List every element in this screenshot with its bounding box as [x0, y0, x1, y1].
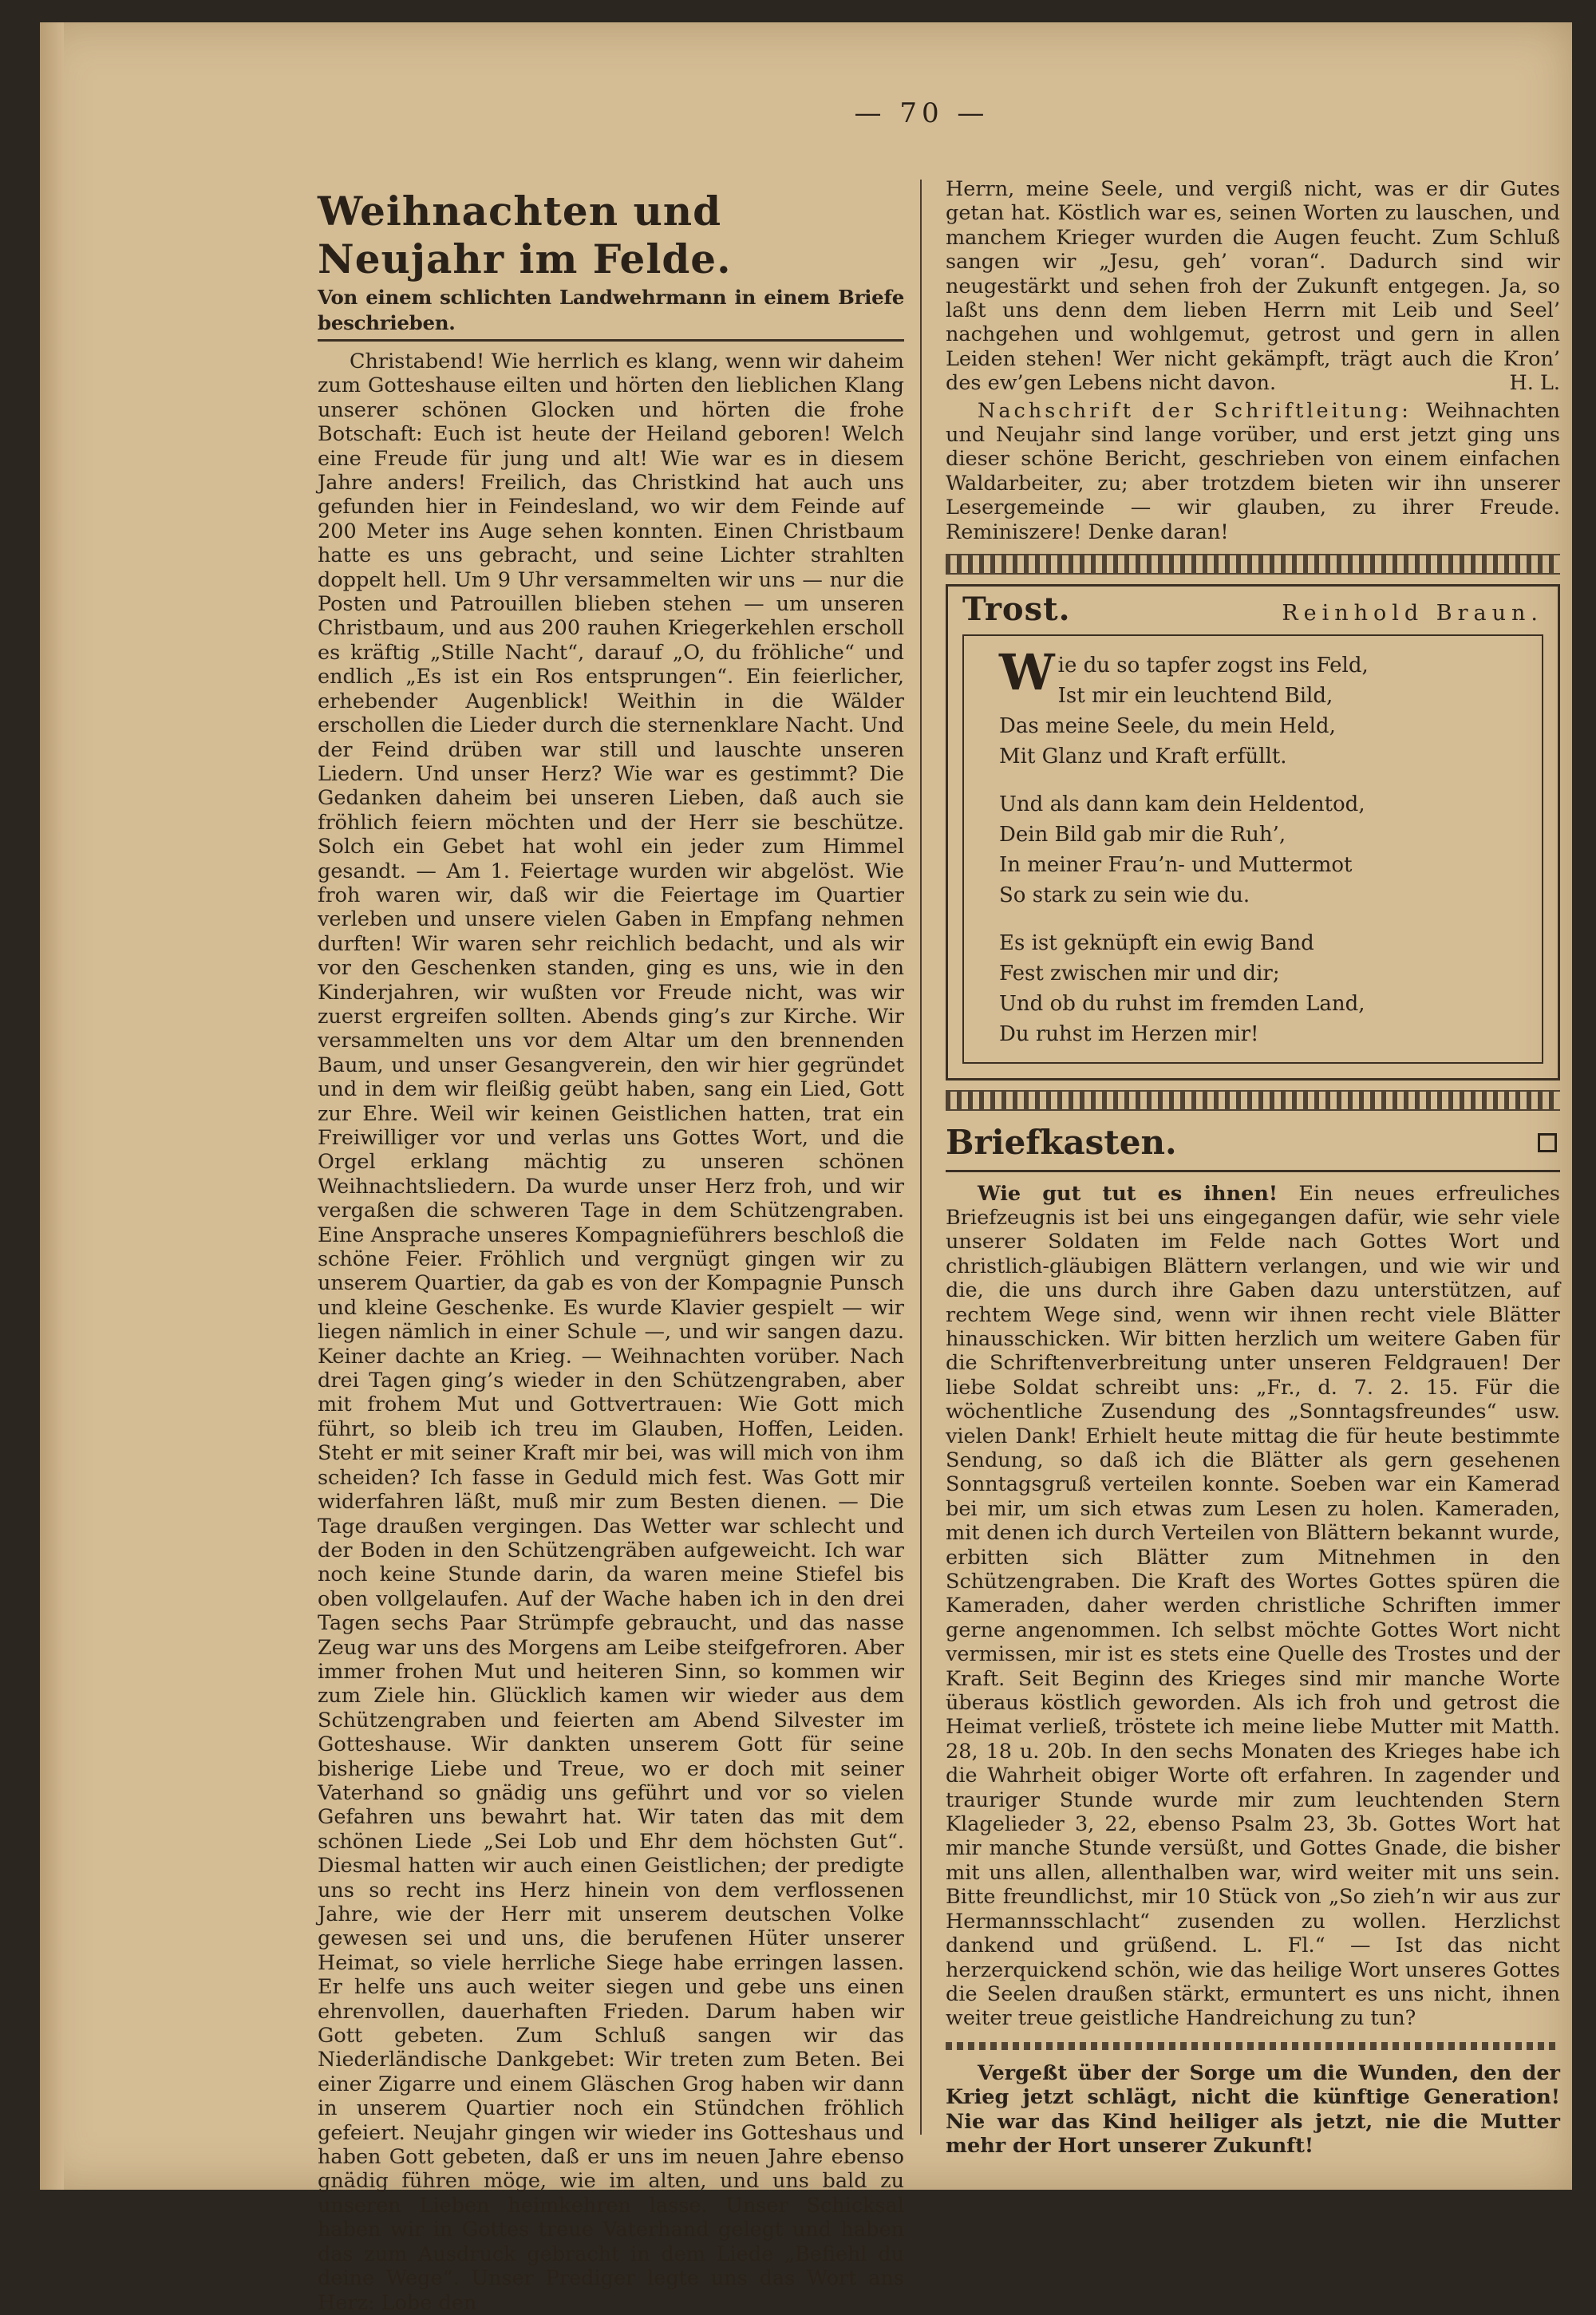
signature: H. L.: [1509, 371, 1560, 396]
briefkasten-title: Briefkasten.: [946, 1122, 1177, 1162]
poem-line: Ist mir ein leuchtend Bild,: [1057, 683, 1333, 708]
poem-line: Fest zwischen mir und dir;: [999, 961, 1280, 986]
briefkasten-rule: [946, 1170, 1560, 1172]
poem-line: Und als dann kam dein Heldentod,: [999, 792, 1365, 816]
ornament-divider: [946, 2042, 1560, 2050]
closing-statement: Vergeßt über der Sorge um die Wunden, den der Krieg jetzt schlägt, nicht die künftige Generation! Nie war das Kind heiliger als jetzt, nie die Mutter mehr der Hort unserer Zukunft!: [946, 2060, 1560, 2158]
briefkasten-body: [946, 1182, 1560, 2031]
article-body: Christabend! Wie herrlich es klang, wenn wir daheim zum Gotteshause eilten und hörten den lieblichen Klang unserer schönen Glocken und hörten die frohe Botschaft: Euch ist heute der Heiland geboren! Welch eine Freude für jung und alt! Wie war es in diesem Jahre anders! Freilich, das Christkind hat auch uns gefunden hier in Feindesland, wo wir dem Feinde auf 200 Meter ins Auge sehen konnten. Einen Christbaum hatte es uns gebracht, und seine Lichter strahlten doppelt hell. Um 9 Uhr versammelten wir uns — nur die Posten und Patrouillen blieben stehen — um unseren Christbaum, und aus 200 rauhen Kriegerkehlen erscholl es kräftig „Stille Nacht“, darauf „O, du fröhliche“ und endlich „Es ist ein Ros entsprungen“. Ein feierlicher, erhebender Augenblick! Weithin in die Wälder erschollen die Lieder durch die sternenklare Nacht. Und der Feind drüben war still und lauschte unseren Liedern. Und unser Herz? Wie war es gestimmt? Die Gedanken daheim bei unseren Lieben, daß auch sie fröhlich feiern möchten und der Herr sie beschütze. Solch ein Gebet hat wohl ein jeder zum Himmel gesandt. — Am 1. Feiertage wurden wir abgelöst. Wie froh waren wir, daß wir die Feiertage im Quartier verleben und unsere vielen Gaben in Empfang nehmen durften! Wir waren sehr reichlich bedacht, und als wir vor den Geschenken standen, ging es uns, wie in den Kinderjahren, wir wußten vor Freude nicht, was wir zuerst ergreifen sollten. Abends ging’s zur Kirche. Wir versammelten uns vor dem Altar um den brennenden Baum, und unser Gesangverein, den wir hier gegründet und in dem wir fleißig geübt haben, sang ein Lied, Gott zur Ehre. Weil wir keinen Geistlichen hatten, trat ein Freiwilliger vor und verlas uns Gottes Wort, und die Orgel erklang mächtig zu unseren schönen Weihnachtsliedern. Da wurde unser Herz froh, und wir vergaßen die schweren Tage in dem Schützengraben. Eine Ansprache unseres Kompagnieführers beschloß die schöne Feier. Fröhlich und vergnügt gingen wir zu unserem Quartier, da gab es von der Kompagnie Punsch und kleine Geschenke. Es wurde Klavier gespielt — wir liegen nämlich in einer Schule —, und wir sangen dazu. Keiner dachte an Krieg. — Weihnachten vorüber. Nach drei Tagen ging’s wieder in den Schützengraben, aber mit frohem Mut und Gottvertrauen: Wie Gott mich führt, so bleib ich treu im Glauben, Hoffen, Leiden. Steht er mit seiner Kraft mir bei, was will mich von ihm scheiden? Ich fasse in Geduld mich fest. Was Gott mir widerfahren läßt, muß mir zum Besten dienen. — Die Tage draußen vergingen. Das Wetter war schlecht und der Boden in den Schützengräben aufgeweicht. Ich war noch keine Stunde darin, da waren meine Stiefel bis oben vollgelaufen. Auf der Wache haben ich in den drei Tagen sechs Paar Strümpfe gebraucht, und das nasse Zeug war uns des Morgens am Leibe steifgefroren. Aber immer frohen Mut und heiteren Sinn, so kommen wir zum Ziele hin. Glücklich kamen wir wieder aus dem Schützengraben und feierten am Abend Silvester im Gotteshause. Wir dankten unserem Gott für seine bisherige Liebe und Treue, wo er doch mit seiner Vaterhand so gnädig uns geführt und vor so vielen Gefahren uns bewahrt hat. Wir taten das mit dem schönen Liede „Sei Lob und Ehr dem höchsten Gut“. Diesmal hatten wir auch einen Geistlichen; der predigte uns so recht ins Herz hinein von dem verflossenen Jahre, wie der Herr mit unserem deutschen Volke gewesen sei und uns, die berufenen Hüter unserer Heimat, so viele herrliche Siege habe erringen lassen. Er helfe uns auch weiter siegen und gebe uns einen ehrenvollen, dauerhaften Frieden. Darum haben wir Gott gebeten. Zum Schluß sangen wir das Niederländische Dankgebet: Wir treten zum Beten. Bei einer Zigarre und einem Gläschen Grog haben wir dann in unserem Quartier noch ein Stündchen fröhlich gefeiert. Neujahr gingen wir wieder ins Gotteshaus und haben Gott gebeten, daß er uns im neuen Jahre ebenso gnädig führen möge, wie im alten, und uns bald zu unseren Lieben heimkehren lasse. Unser Schicksal haben wir in Gottes treue Vaterhand gelegt und haben das zum Ausdruck gebracht in dem Liede „Befiehl du deine Wege“. Unser Prediger legte uns das Wort ans Herz: Lobe den: [318, 350, 905, 2315]
article-subtitle: Von einem schlichten Landwehrmann in einem Briefe beschrieben.: [318, 286, 904, 334]
poem-dropcap: W: [999, 642, 1055, 701]
poem-line: Mit Glanz und Kraft erfüllt.: [999, 744, 1287, 768]
continuation-text: Herrn, meine Seele, und vergiß nicht, was er dir Gutes getan hat. Köstlich war es, seinen Worten zu lauschen, und manchem Krieger wurden die Augen feucht. Zum Schluß sangen wir „Jesu, geh’ voran“. Dadurch sind wir neugestärkt und sehen froh der Zukunft entgegen. Ja, so laßt uns denn dem lieben Herrn mit Leib und Seel’ nachgehen und wohlgemut, getrost und gern in allen Leiden stehen! Wer nicht gekämpft, trägt auch die Kron’ des ew’gen Lebens nicht davon.: [946, 177, 1560, 396]
poem-stanza: [999, 789, 1518, 911]
poem-header: [962, 591, 1543, 629]
square-ornament-icon: [1538, 1133, 1557, 1152]
poem-stanza: [999, 642, 1518, 772]
poem-line: Und ob du ruhst im fremden Land,: [999, 991, 1365, 1016]
poem-body: [962, 634, 1543, 1064]
poem-line: Du ruhst im Herzen mir!: [999, 1021, 1259, 1046]
ornament-border-bottom: [946, 1090, 1560, 1111]
briefkasten-header: [946, 1120, 1560, 1165]
briefkasten-text: Ein neues erfreuliches Briefzeugnis ist bei uns eingegangen dafür, wie sehr viele unserer Soldaten im Felde nach Gottes Wort und christlich-gläubigen Blättern verlangen, und wie wir und die, die uns durch ihre Gaben dazu unterstützen, auf rechtem Wege sind, wenn wir ihnen recht viele Blätter hinausschicken. Wir bitten herzlich um weitere Gaben für die Schriftenverbreitung unter unseren Feldgrauen! Der liebe Soldat schreibt uns: „Fr., d. 7. 2. 15. Für die wöchentliche Zusendung des „Sonntagsfreundes“ usw. vielen Dank! Erhielt heute mittag die für heute bestimmte Sendung, so daß ich die Blätter als gern gesehenen Sonntagsgruß verteilen konnte. Soeben war ein Kamerad bei mir, um sich etwas zum Lesen zu holen. Kameraden, mit denen ich durch Verteilen von Blättern bekannt wurde, erbitten sich Blätter zum Mitnehmen in den Schützengraben. Die Kraft des Wortes Gottes spüren die Kameraden, daher werden christliche Schriften immer gerne angenommen. Ich selbst möchte Gottes Wort nicht vermissen, mir ist es stets eine Quelle des Trostes und der Kraft. Seit Beginn des Krieges sind mir manche Worte überaus köstlich geworden. Als ich froh und getrost die Heimat verließ, tröstete ich meine liebe Mutter mit Matth. 28, 18 u. 20b. In den sechs Monaten des Krieges habe ich die Wahrheit obiger Worte oft erfahren. In zagender und trauriger Stunde wurde mir zum leuchtenden Stern Klagelieder 3, 22, ebenso Psalm 23, 3b. Gottes Wort hat mir manche Stunde versüßt, und Gottes Gnade, die bisher mit uns allen, allenthalben war, wird weiter mit uns sein. Bitte freundlichst, mir 10 Stück von „So zieh’n wir aus zur Hermannsschlacht“ zusenden zu wollen. Herzlichst dankend und grüßend. L. Fl.“ — Ist das nicht herzerquickend schön, wie das heilige Wort unseres Gottes die Seelen draußen stärkt, ermuntert es uns nicht, ihnen weiter treue geistliche Handreichung zu tun?: [946, 1181, 1561, 2031]
poem-line: Das meine Seele, du mein Held,: [999, 713, 1336, 738]
page-number: — 70 —: [854, 97, 990, 129]
poem-author: Reinhold Braun.: [1282, 601, 1543, 626]
poem-box: [946, 584, 1560, 1080]
article-continuation: [946, 177, 1560, 396]
poem-stanza: [999, 928, 1518, 1049]
postscript-text: Weihnachten und Neujahr sind lange vorüber, und erst jetzt ging uns dieser schöne Bericht, geschrieben von einem einfachen Waldarbeiter, zu; aber trotzdem bieten wir ihn unserer Lesergemeinde — wir glauben, zu ihrer Freude. Reminiszere! Denke daran!: [946, 398, 1560, 544]
briefkasten-lead: Wie gut tut es ihnen!: [978, 1181, 1278, 1206]
postscript-label: Nachschrift der Schriftleitung:: [978, 398, 1412, 423]
poem-title: Trost.: [962, 591, 1071, 629]
poem-line: So stark zu sein wie du.: [999, 883, 1250, 907]
poem-line: Dein Bild gab mir die Ruh’,: [999, 822, 1286, 847]
poem-line: In meiner Frau’n- und Muttermot: [999, 852, 1353, 877]
right-column: [946, 177, 1560, 2158]
page-edge: [40, 22, 64, 2190]
poem-line: Es ist geknüpft ein ewig Band: [999, 930, 1314, 955]
article-title: Weihnachten und Neujahr im Felde.: [318, 188, 732, 282]
column-divider: [920, 180, 922, 2135]
poem-line: ie du so tapfer zogst ins Feld,: [1057, 653, 1369, 678]
title-rule: [318, 339, 904, 342]
ornament-border-top: [946, 554, 1560, 575]
postscript: [946, 399, 1560, 544]
left-column: [318, 188, 904, 2315]
